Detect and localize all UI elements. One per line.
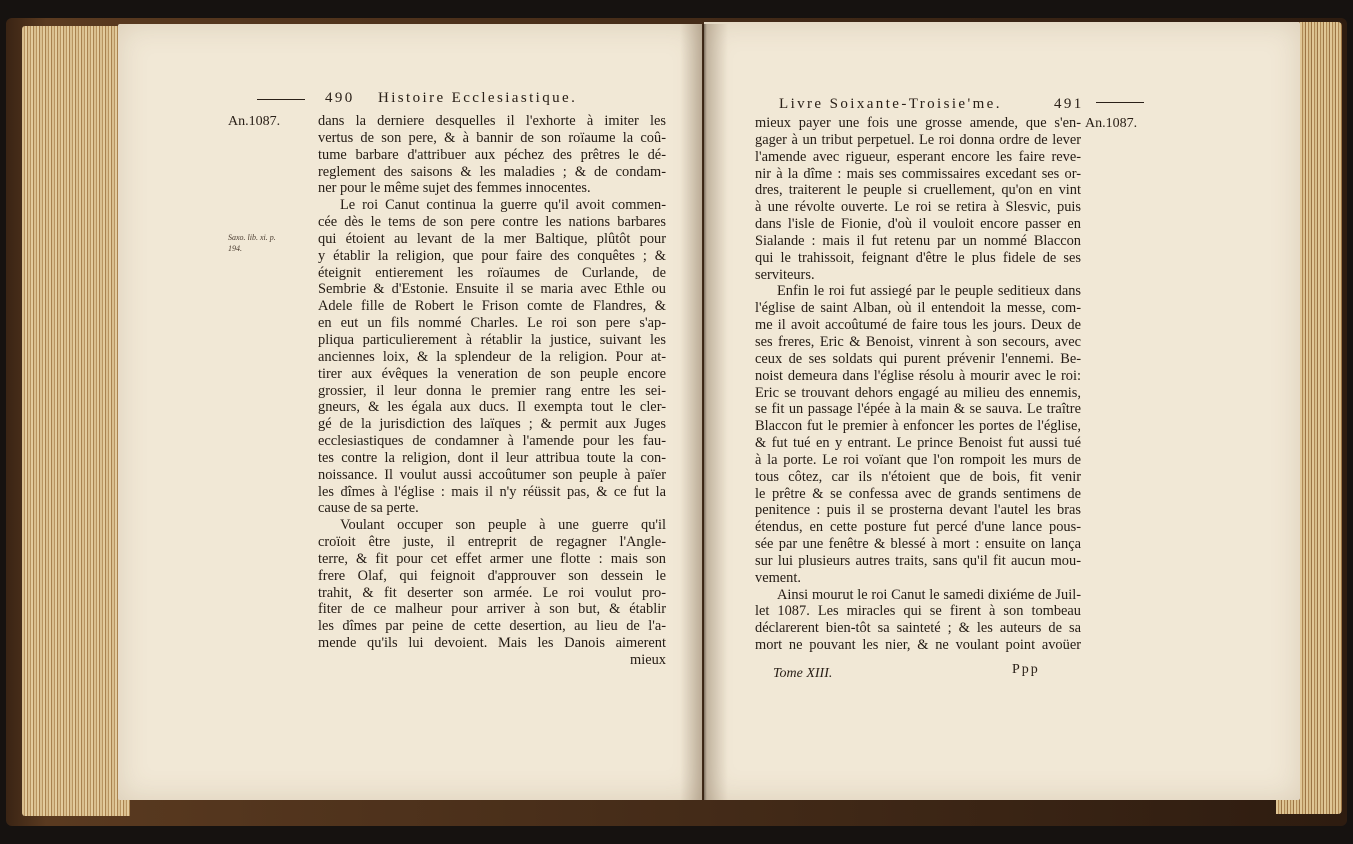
text-line: cause de sa perte. bbox=[318, 500, 419, 517]
text-line: tous côtez, car ils n'étoient que de bois, fit venir bbox=[755, 468, 1081, 485]
text-line: tume barbare d'attribuer aux péchez des prêtres le dé- bbox=[318, 146, 666, 163]
text-line: dres, traiterent le peuple si cruellement, qu'on en vint bbox=[755, 182, 1081, 199]
text-line: vertus de son pere, & à bannir de son roïaume la coû- bbox=[318, 129, 666, 146]
text-line: éteignit entierement les roïaumes de Curlande, de bbox=[318, 264, 666, 281]
text-line: Sembrie & d'Estonie. Ensuite il se maria avec Ethle ou bbox=[318, 281, 666, 298]
text-line: vement. bbox=[755, 569, 801, 586]
text-line: Adele fille de Robert le Frison comte de Flandres, & bbox=[318, 298, 666, 315]
left-header-rule bbox=[257, 99, 305, 100]
text-line: dans la derniere desquelles il l'exhorte à imiter les bbox=[318, 113, 666, 129]
text-line: Eric se trouvant dehors engagé au milieu des ennemis, bbox=[755, 384, 1081, 401]
text-line: penitence : puis il se prosterna devant l'autel les bras bbox=[755, 502, 1081, 519]
text-line: en eut un fils nommé Charles. Le roi son pere s'ap- bbox=[318, 315, 666, 332]
text-line: à une révolte ouverte. Le roi se retira à Slesvic, puis bbox=[755, 199, 1081, 216]
text-line: cée dès le tems de son pere contre les nations barbares bbox=[318, 214, 666, 231]
text-line: sur lui plusieurs autres traits, sans qu'il fit aucun mou- bbox=[755, 552, 1081, 569]
text-line: terre, & fit pour cet effet armer une flotte : mais son bbox=[318, 550, 666, 567]
text-line: ner pour le même sujet des femmes innocentes. bbox=[318, 180, 591, 197]
text-line: frere Olaf, qui feignoit d'approuver son dessein le bbox=[318, 567, 666, 584]
text-line: dans l'isle de Fionie, d'où il vouloit encore passer en bbox=[755, 216, 1081, 233]
source-note-line: 194. bbox=[228, 244, 242, 253]
text-line: étendus, en cette posture fut percé d'une lance pous- bbox=[755, 519, 1081, 536]
text-line: noist demeura dans l'église résolu à mourir avec le roi: bbox=[755, 367, 1081, 384]
text-line: Le roi Canut continua la guerre qu'il avoit commen- bbox=[340, 197, 666, 214]
text-line: croïoit être juste, il entreprit de regagner l'Angle- bbox=[318, 534, 666, 551]
left-text-column bbox=[318, 113, 666, 669]
text-line: gager à un tribut perpetuel. Le roi donna ordre de lever bbox=[755, 131, 1081, 148]
text-line: let 1087. Les miracles qui se firent à son tombeau bbox=[755, 603, 1081, 620]
source-note-line: Saxo. lib. xi. p. bbox=[228, 233, 276, 242]
text-line: déclarerent bien-tôt sa sainteté ; & les auteurs de sa bbox=[755, 620, 1081, 637]
right-text-column bbox=[755, 115, 1081, 654]
book-gutter bbox=[680, 24, 728, 800]
text-line: gneurs, & les égala aux ducs. Il exempta tout le cler- bbox=[318, 399, 666, 416]
text-line: gé de la jurisdiction des laïques ; & permit aux Juges bbox=[318, 416, 666, 433]
text-line: Voulant occuper son peuple à une guerre qu'il bbox=[340, 517, 666, 534]
text-line: tes contre la religion, dont il leur attribua toute la con- bbox=[318, 449, 666, 466]
text-line: à la porte. Le roi voïant que l'on rompoit les murs de bbox=[755, 451, 1081, 468]
text-line: qui étoient au levant de la mer Baltique, plûtôt pour bbox=[318, 230, 666, 247]
text-line: les dîmes à l'église : mais il n'y réüssit pas, & ce fut la bbox=[318, 483, 666, 500]
text-line: noissance. Il voulut aussi accoûtumer son peuple à païer bbox=[318, 466, 666, 483]
right-header-rule bbox=[1096, 102, 1144, 103]
text-line: grossier, il leur donna le premier rang entre les sei- bbox=[318, 382, 666, 399]
right-page-number: 491 bbox=[1054, 96, 1084, 112]
text-line: me il avoit accoûtumé de faire tous les jours. Deux de bbox=[755, 317, 1081, 334]
text-line: anciennes loix, & la splendeur de la religion. Pour at- bbox=[318, 348, 666, 365]
right-running-head: Livre Soixante-Troisie'me. bbox=[779, 96, 1002, 112]
text-line: ecclesiastiques de condamner à l'amende pour les fau- bbox=[318, 433, 666, 450]
left-source-note bbox=[228, 232, 276, 254]
text-line: tirer aux évêques la veneration de son peuple encore bbox=[318, 365, 666, 382]
footer-tome bbox=[773, 666, 832, 682]
text-line: le prêtre & se confessa avec de grands sentimens de bbox=[755, 485, 1081, 502]
text-line: mort ne pouvant les nier, & ne voulant point avoüer bbox=[755, 637, 1081, 654]
text-line: trahit, & fit deserter son armée. Le roi voulut pro- bbox=[318, 584, 666, 601]
left-page-edges bbox=[22, 26, 130, 816]
left-running-head: Histoire Ecclesiastique. bbox=[378, 90, 578, 106]
footer-signature: Ppp bbox=[1012, 662, 1040, 677]
text-line: mieux bbox=[630, 652, 666, 668]
left-page-number: 490 bbox=[325, 90, 355, 106]
text-line: & fut tué en y entrant. Le prince Benoist fut aussi tué bbox=[755, 435, 1081, 452]
left-year-note: An.1087. bbox=[228, 114, 281, 129]
text-line: Blaccon fut le premier à enfoncer les portes de l'église, bbox=[755, 418, 1081, 435]
text-line: qui le trahissoit, feignant d'être le plus fidele de ses bbox=[755, 249, 1081, 266]
text-line: Enfin le roi fut assiegé par le peuple seditieux dans bbox=[777, 283, 1081, 300]
text-line: Sialande : mais il fut retenu par un nommé Blaccon bbox=[755, 232, 1081, 249]
text-line: ses freres, Eric & Benoist, vinrent à son secours, avec bbox=[755, 333, 1081, 350]
text-line: y établir la religion, que pour faire des conquêtes ; & bbox=[318, 247, 666, 264]
text-line: nir à la dîme : mais ses commissaires excedant ses or- bbox=[755, 165, 1081, 182]
text-line: sée par une fenêtre & blessé à mort : ensuite on lança bbox=[755, 536, 1081, 553]
right-year-note: An.1087. bbox=[1085, 116, 1138, 131]
text-line: reglement des saisons & les maladies ; & de condam- bbox=[318, 163, 666, 180]
text-line: les dîmes par peine de cette desertion, au lieu de l'a- bbox=[318, 618, 666, 635]
tome-label: Tome XIII. bbox=[773, 666, 833, 681]
text-line: serviteurs. bbox=[755, 266, 815, 283]
text-line: l'amende avec rigueur, esperant encore les faire reve- bbox=[755, 148, 1081, 165]
text-line: se fit un passage l'épée à la main & se sauva. Le traître bbox=[755, 401, 1081, 418]
text-line: fiter de ce malheur pour arriver à son but, & établir bbox=[318, 601, 666, 618]
text-line: mieux payer une fois une grosse amende, que s'en- bbox=[755, 115, 1081, 131]
text-line: mende qu'ils lui devoient. Mais les Danois aimerent bbox=[318, 635, 666, 652]
text-line: Ainsi mourut le roi Canut le samedi dixiéme de Juil- bbox=[777, 586, 1081, 603]
text-line: l'église de saint Alban, où il entendoit la messe, com- bbox=[755, 300, 1081, 317]
text-line: ceux de ses soldats qui purent prévenir l'ennemi. Be- bbox=[755, 350, 1081, 367]
text-line: pliqua particulierement à rétablir la justice, suivant les bbox=[318, 331, 666, 348]
